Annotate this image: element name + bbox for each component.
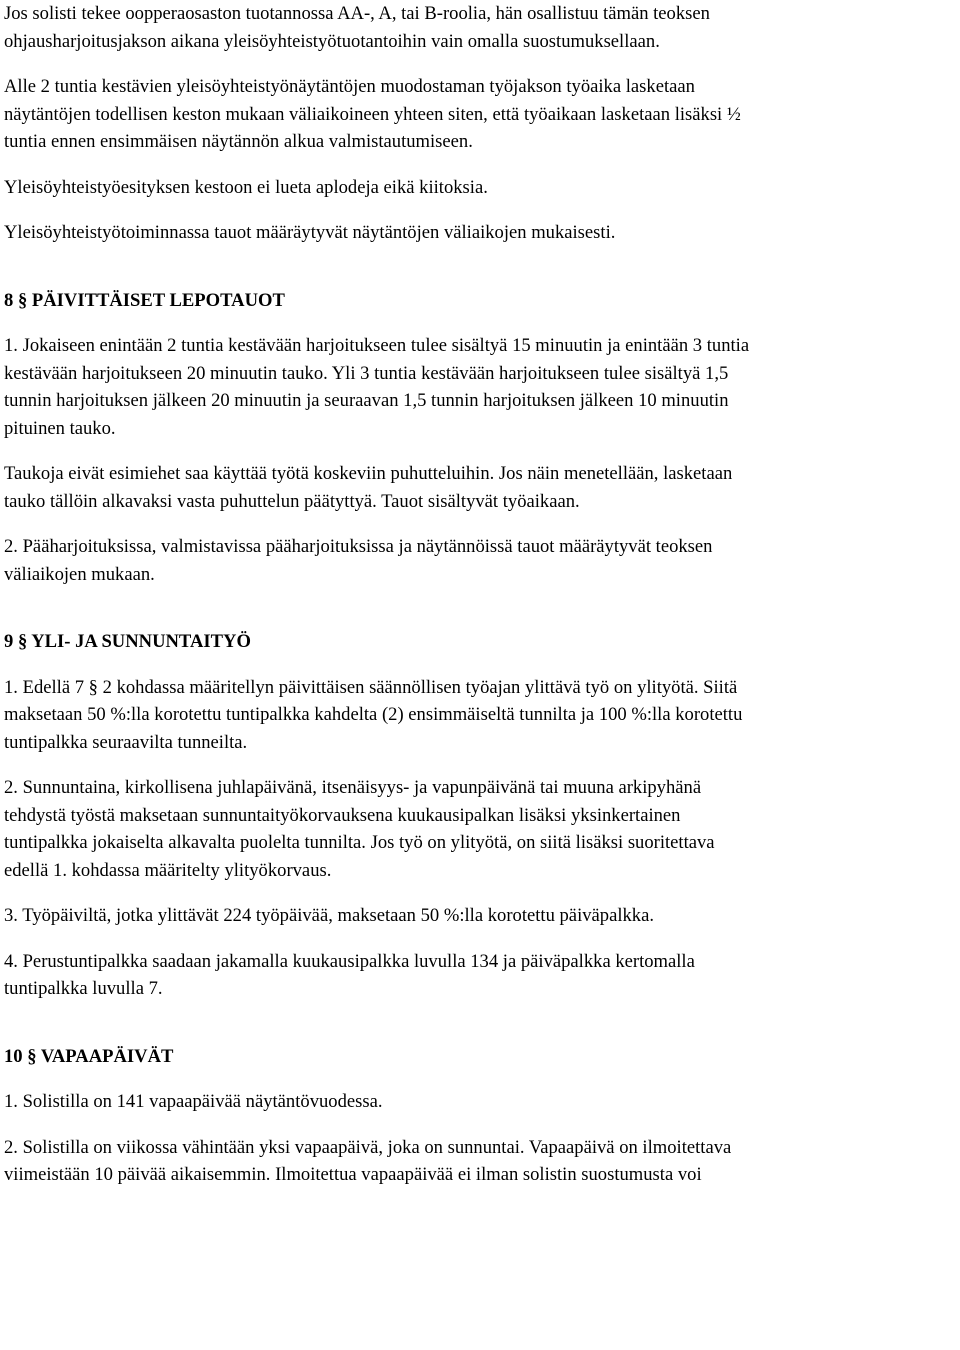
text-line: tauko tällöin alkavaksi vasta puhuttelun päätyttyä. Tauot sisältyvät työaikaan. xyxy=(4,490,580,512)
section-8-heading: 8 § PÄIVITTÄISET LEPOTAUOT xyxy=(4,289,285,311)
text-line: Yleisöyhteistyötoiminnassa tauot määräytyvät näytäntöjen väliaikojen mukaisesti. xyxy=(4,222,616,243)
section-10-paragraph-1 xyxy=(4,1088,959,1116)
text-line: tuntipalkka luvulla 7. xyxy=(4,978,163,999)
text-line: 1. Edellä 7 § 2 kohdassa määritellyn päivittäisen säännöllisen työajan ylittävä työ on ylityötä. Siitä xyxy=(4,676,738,698)
text-line: 4. Perustuntipalkka saadaan jakamalla kuukausipalkka luvulla 134 ja päiväpalkka kertomalla xyxy=(4,950,695,972)
section-8-paragraph-2 xyxy=(4,460,959,515)
text-line: näytäntöjen todellisen keston mukaan väliaikoineen yhteen siten, että työaikaan lasketaan lisäksi ½ xyxy=(4,103,741,125)
text-line: viimeistään 10 päivää aikaisemmin. Ilmoitettua vapaapäivää ei ilman solistin suostumusta voi xyxy=(4,1164,702,1185)
section-8-paragraph-1 xyxy=(4,332,959,442)
text-line: Taukoja eivät esimiehet saa käyttää työtä koskeviin puhutteluihin. Jos näin menetellään, lasketaan xyxy=(4,463,733,484)
text-line: ohjausharjoitusjakson aikana yleisöyhteistyötuotantoihin vain omalla suostumuksellaan. xyxy=(4,30,660,52)
text-line: pituinen tauko. xyxy=(4,417,116,439)
intro-paragraph-4 xyxy=(4,219,959,247)
text-line: tuntipalkka jokaiselta alkavalta puolelta tunnilta. Jos työ on ylityötä, on siitä lisäksi suoritettava xyxy=(4,832,715,853)
section-10-heading: 10 § VAPAAPÄIVÄT xyxy=(4,1045,174,1067)
intro-paragraph-1 xyxy=(4,0,959,55)
intro-paragraph-3 xyxy=(4,174,959,202)
text-line: 1. Solistilla on 141 vapaapäivää näytäntövuodessa. xyxy=(4,1091,383,1112)
section-9-paragraph-4 xyxy=(4,948,959,1003)
text-line: kestävään harjoitukseen 20 minuutin tauko. Yli 3 tuntia kestävään harjoitukseen tulee sisältyä 1,5 xyxy=(4,362,729,384)
text-line: 2. Sunnuntaina, kirkollisena juhlapäivänä, itsenäisyys- ja vapunpäivänä tai muuna arkipyhänä xyxy=(4,777,702,798)
text-line: maksetaan 50 %:lla korotettu tuntipalkka kahdelta (2) ensimmäiseltä tunnilta ja 100 %:lla korotettu xyxy=(4,704,743,725)
section-9-heading: 9 § YLI- JA SUNNUNTAITYÖ xyxy=(4,631,251,652)
intro-paragraph-2 xyxy=(4,73,959,156)
section-9-paragraph-2 xyxy=(4,774,959,884)
text-line: 1. Jokaiseen enintään 2 tuntia kestävään harjoitukseen tulee sisältyä 15 minuutin ja enintään 3 tuntia xyxy=(4,335,750,356)
section-10-paragraph-2 xyxy=(4,1134,959,1189)
text-line: tehdystä työstä maksetaan sunnuntaityökorvauksena kuukausipalkan lisäksi yksinkertainen xyxy=(4,804,681,826)
text-line: tuntipalkka seuraavilta tunneilta. xyxy=(4,731,248,753)
text-line: Yleisöyhteistyöesityksen kestoon ei lueta aplodeja eikä kiitoksia. xyxy=(4,176,488,198)
section-8-paragraph-3 xyxy=(4,533,959,588)
text-line: 3. Työpäiviltä, jotka ylittävät 224 työpäivää, maksetaan 50 %:lla korotettu päiväpalkka. xyxy=(4,905,654,926)
section-9-paragraph-3 xyxy=(4,902,959,930)
text-line: väliaikojen mukaan. xyxy=(4,563,155,585)
text-line: Alle 2 tuntia kestävien yleisöyhteistyönäytäntöjen muodostaman työjakson työaika lasketaan xyxy=(4,76,695,97)
text-line: edellä 1. kohdassa määritelty ylityökorvaus. xyxy=(4,859,332,881)
text-line: Jos solisti tekee oopperaosaston tuotannossa AA-, A, tai B-roolia, hän osallistuu tämän teoksen xyxy=(4,3,710,24)
document-page xyxy=(4,0,959,1189)
text-line: 2. Pääharjoituksissa, valmistavissa pääharjoituksissa ja näytännöissä tauot määräytyvät teoksen xyxy=(4,536,713,557)
text-line: tunnin harjoituksen jälkeen 20 minuutin ja seuraavan 1,5 tunnin harjoituksen jälkeen 10 minuutin xyxy=(4,390,729,411)
text-line: 2. Solistilla on viikossa vähintään yksi vapaapäivä, joka on sunnuntai. Vapaapäivä on ilmoitettava xyxy=(4,1136,732,1158)
text-line: tuntia ennen ensimmäisen näytännön alkua valmistautumiseen. xyxy=(4,131,473,152)
section-9-paragraph-1 xyxy=(4,674,959,757)
